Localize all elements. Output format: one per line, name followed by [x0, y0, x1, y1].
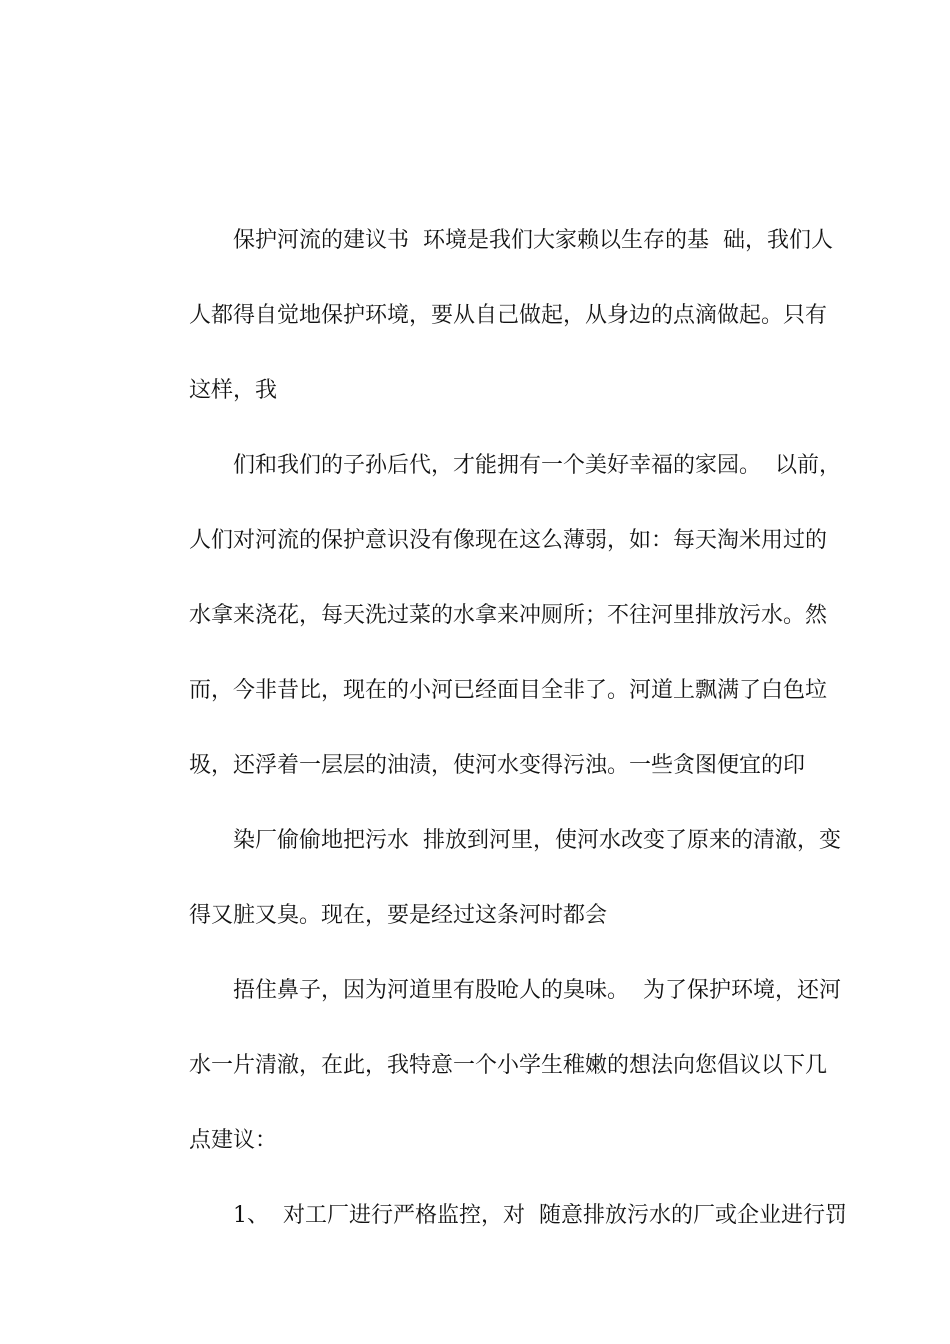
text-line: 水一片清澈，在此，我特意一个小学生稚嫩的想法向您倡议以下几	[189, 1053, 828, 1078]
text-line: 而，今非昔比，现在的小河已经面目全非了。河道上飘满了白色垃	[189, 678, 828, 703]
text-line: 这样，我	[189, 378, 278, 403]
text-line: 圾，还浮着一层层的油渍，使河水变得污浊。一些贪图便宜的印	[189, 753, 806, 778]
paragraph-3	[145, 803, 841, 953]
paragraph-4	[145, 953, 841, 1178]
text-line: 人们对河流的保护意识没有像现在这么薄弱，如：每天淘米用过的	[189, 528, 828, 553]
paragraph-1	[145, 203, 833, 428]
paragraph-5	[145, 1178, 847, 1253]
paragraph-2	[145, 428, 841, 803]
text-line: 1、 对工厂进行严格监控，对 随意排放污水的厂或企业进行罚	[233, 1203, 847, 1228]
text-line: 保护河流的建议书 环境是我们大家赖以生存的基 础，我们人	[233, 228, 833, 253]
text-line: 们和我们的子孙后代，才能拥有一个美好幸福的家园。 以前，	[233, 453, 841, 478]
text-line: 染厂偷偷地把污水 排放到河里，使河水改变了原来的清澈，变	[233, 828, 841, 853]
document-body	[145, 203, 847, 1253]
text-line: 人都得自觉地保护环境，要从自己做起，从身边的点滴做起。只有	[189, 303, 828, 328]
text-line: 得又脏又臭。现在，要是经过这条河时都会	[189, 903, 608, 928]
text-line: 水拿来浇花，每天洗过菜的水拿来冲厕所；不往河里排放污水。然	[189, 603, 828, 628]
text-line: 捂住鼻子，因为河道里有股呛人的臭味。 为了保护环境，还河	[233, 978, 841, 1003]
text-line: 点建议：	[189, 1128, 278, 1153]
